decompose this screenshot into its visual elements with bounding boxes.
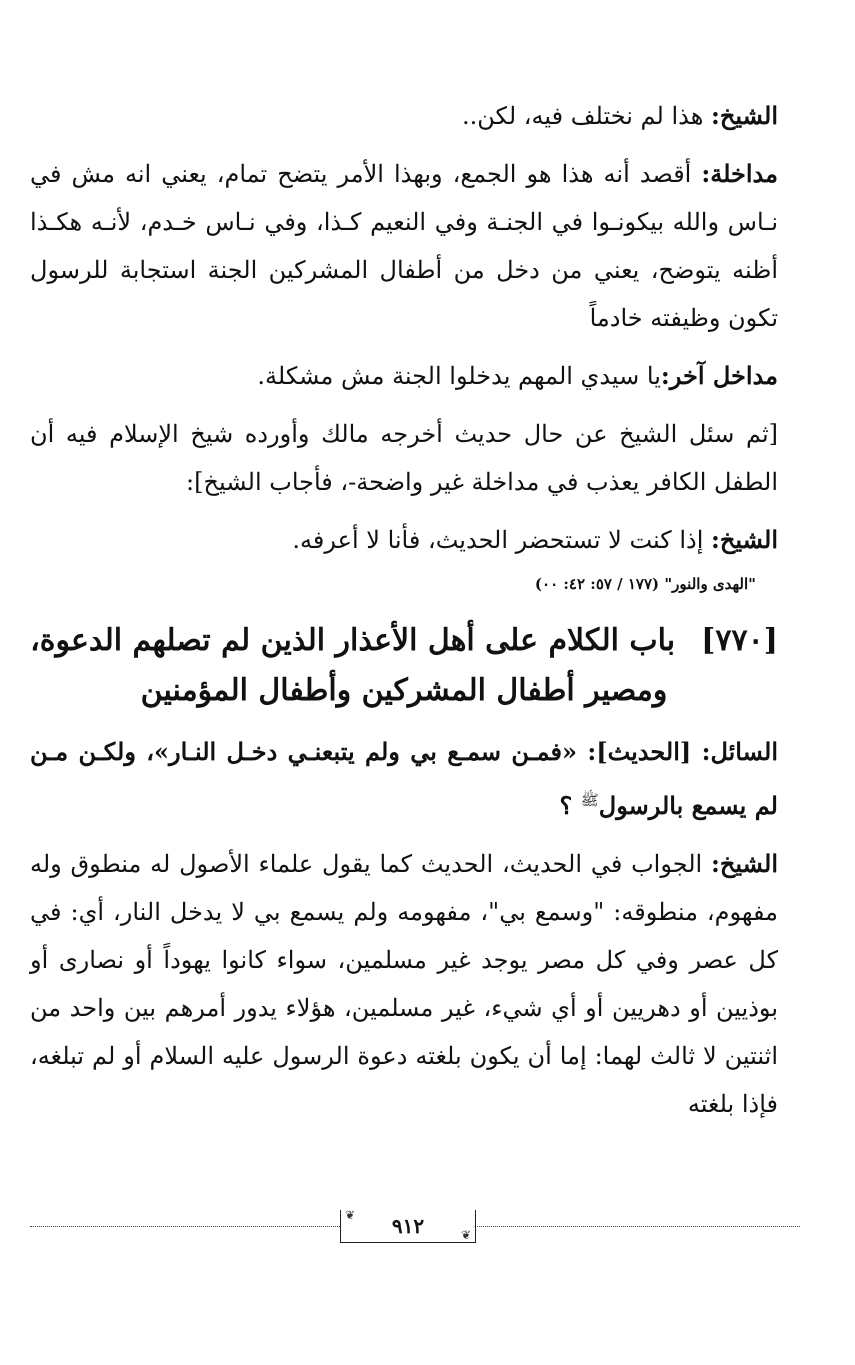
source-citation: "الهدى والنور" (١٧٧ / ٥٧: ٤٢: ٠٠) <box>534 575 756 593</box>
chapter-title-line-2: ومصير أطفال المشركين وأطفال المؤمنين <box>140 673 668 708</box>
paragraph-text: [ثم سئل الشيخ عن حال حديث أخرجه مالك وأورده شيخ الإسلام فيه أن الطفل الكافر يعذب في مداخلة غير واضحة-، فأجاب الشيخ]: <box>30 420 778 496</box>
speaker-label: الشيخ: <box>711 525 778 554</box>
speaker-label: السائل: <box>701 737 778 766</box>
chapter-number: [٧٧٠] <box>701 623 778 658</box>
page-number: ٩١٢ <box>391 1214 425 1238</box>
page-footer <box>30 1208 800 1248</box>
paragraph-text: يا سيدي المهم يدخلوا الجنة مش مشكلة. <box>257 362 661 390</box>
ornament-icon: ❦ <box>345 1208 356 1222</box>
answer-text: الجواب في الحديث، الحديث كما يقول علماء الأصول له منطوق وله مفهوم، منطوقه: "وسمع بي"، مفهومه ولم يسمع بي لا يدخل النار، أي: في كل عصر وفي كل مصر يوجد غير مسلمين، سواء كانوا يهوداً أو نصارى أو بوذيين أو دهريين أو أي شيء، غير مسلمين، هؤلاء يدور أمرهم بين واحد من اثنتين لا ثالث لهما: إما أن يكون بلغته دعوة الرسول عليه السلام أو لم تبلغه، فإذا بلغته <box>30 850 778 1118</box>
chapter-heading <box>30 616 778 716</box>
page-number-box <box>340 1210 476 1243</box>
question-text: [الحديث]: «فمـن سمـع بي ولم يتبعنـي دخـل النـار»، ولكـن مـن لم يسمع بالرسول <box>30 737 778 820</box>
paragraph-4 <box>30 410 778 506</box>
pbuh-glyph: ﷺ <box>580 791 599 809</box>
ornament-icon: ❦ <box>460 1228 471 1242</box>
question-end: ؟ <box>559 791 581 820</box>
paragraph-text: إذا كنت لا تستحضر الحديث، فأنا لا أعرفه. <box>292 526 712 554</box>
paragraph-text: هذا لم نختلف فيه، لكن.. <box>462 102 712 130</box>
chapter-title-line-1: باب الكلام على أهل الأعذار الذين لم تصلهم الدعوة، <box>30 623 676 658</box>
answer-paragraph <box>30 840 778 1128</box>
chapter-heading-line-1 <box>30 616 778 666</box>
paragraph-2 <box>30 150 778 342</box>
page-body <box>30 92 778 1138</box>
paragraph-5 <box>30 516 778 564</box>
question-paragraph <box>30 728 778 830</box>
paragraph-3 <box>30 352 778 400</box>
speaker-label: مداخلة: <box>701 159 778 188</box>
paragraph-text: أقصد أنه هذا هو الجمع، وبهذا الأمر يتضح تمام، يعني انه مش في نـاس والله بيكونـوا في الجنـة وفي النعيم كـذا، وفي نـاس خـدم، لأنـه هكـذا أظنه يتوضح، يعني من دخل من أطفال المشركين الجنة استجابة للرسول تكون وظيفته خادماً <box>30 160 779 332</box>
speaker-label: الشيخ: <box>711 849 778 878</box>
speaker-label: الشيخ: <box>711 101 778 130</box>
paragraph-1 <box>30 92 778 140</box>
speaker-label: مداخل آخر: <box>660 361 778 390</box>
